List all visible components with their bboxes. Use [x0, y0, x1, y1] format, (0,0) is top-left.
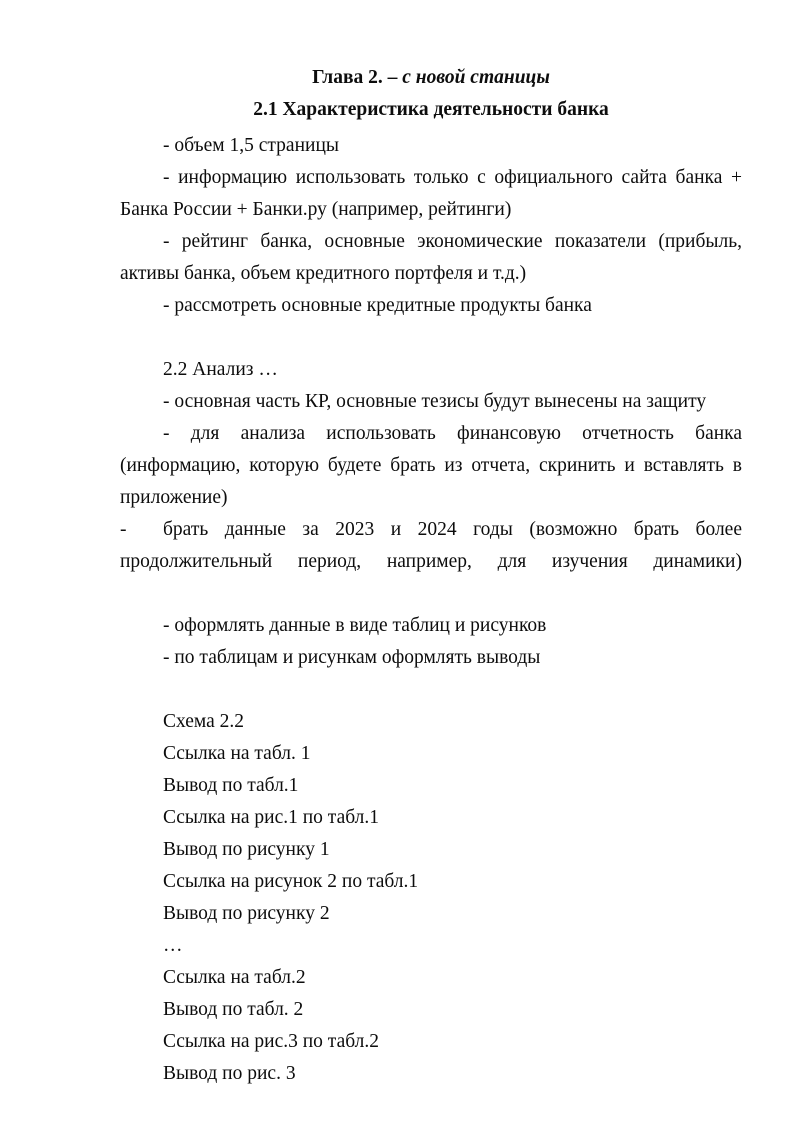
section-2-2-item-4: - оформлять данные в виде таблиц и рисунков: [163, 615, 547, 636]
section-2-2-item-1: - основная часть КР, основные тезисы будут вынесены на защиту: [163, 391, 707, 412]
section-2-2-item-3: [120, 514, 742, 610]
section-2-1-item-2: - информацию использовать только с официального сайта банка + Банка России + Банки.ру (например, рейтинги): [120, 167, 742, 220]
scheme-line-4: Ссылка на рис.1 по табл.1: [163, 807, 380, 828]
section-2-2-item-3-text: брать данные за 2023 и 2024 годы (возможно брать более продолжительный период, например, для изучения динамики): [120, 519, 742, 572]
scheme-line-6: Ссылка на рисунок 2 по табл.1: [163, 871, 419, 892]
section-2-2-item-5: - по таблицам и рисункам оформлять выводы: [163, 647, 541, 668]
scheme-line-9: Ссылка на табл.2: [163, 967, 306, 988]
section-2-1-item-1: - объем 1,5 страницы: [163, 135, 339, 156]
scheme-line-12: Вывод по рис. 3: [163, 1063, 296, 1084]
list-dash-marker: -: [120, 519, 127, 540]
chapter-heading-italic: с новой станицы: [402, 67, 550, 88]
paragraph-spacer-2: [120, 674, 742, 706]
section-2-1-item-4: - рассмотреть основные кредитные продукты банка: [163, 295, 592, 316]
scheme-line-10: Вывод по табл. 2: [163, 999, 304, 1020]
section-heading-2-1: 2.1 Характеристика деятельности банка: [253, 99, 609, 120]
scheme-line-3: Вывод по табл.1: [163, 775, 299, 796]
scheme-line-8: …: [163, 935, 183, 956]
scheme-line-1: Схема 2.2: [163, 711, 245, 732]
section-2-2-item-2: - для анализа использовать финансовую отчетность банка (информацию, которую будете брать из отчета, скринить и вставлять в приложение): [120, 423, 742, 508]
chapter-heading-bold: Глава 2. –: [312, 67, 403, 88]
scheme-line-5: Вывод по рисунку 1: [163, 839, 330, 860]
scheme-line-11: Ссылка на рис.3 по табл.2: [163, 1031, 380, 1052]
scheme-line-2: Ссылка на табл. 1: [163, 743, 311, 764]
paragraph-spacer-1: [120, 322, 742, 354]
document-content: [120, 62, 742, 1090]
scheme-line-7: Вывод по рисунку 2: [163, 903, 330, 924]
section-heading-2-2: 2.2 Анализ …: [163, 359, 278, 380]
section-2-1-item-3: - рейтинг банка, основные экономические показатели (прибыль, активы банка, объем кредитного портфеля и т.д.): [120, 231, 742, 284]
chapter-heading: [120, 62, 742, 94]
